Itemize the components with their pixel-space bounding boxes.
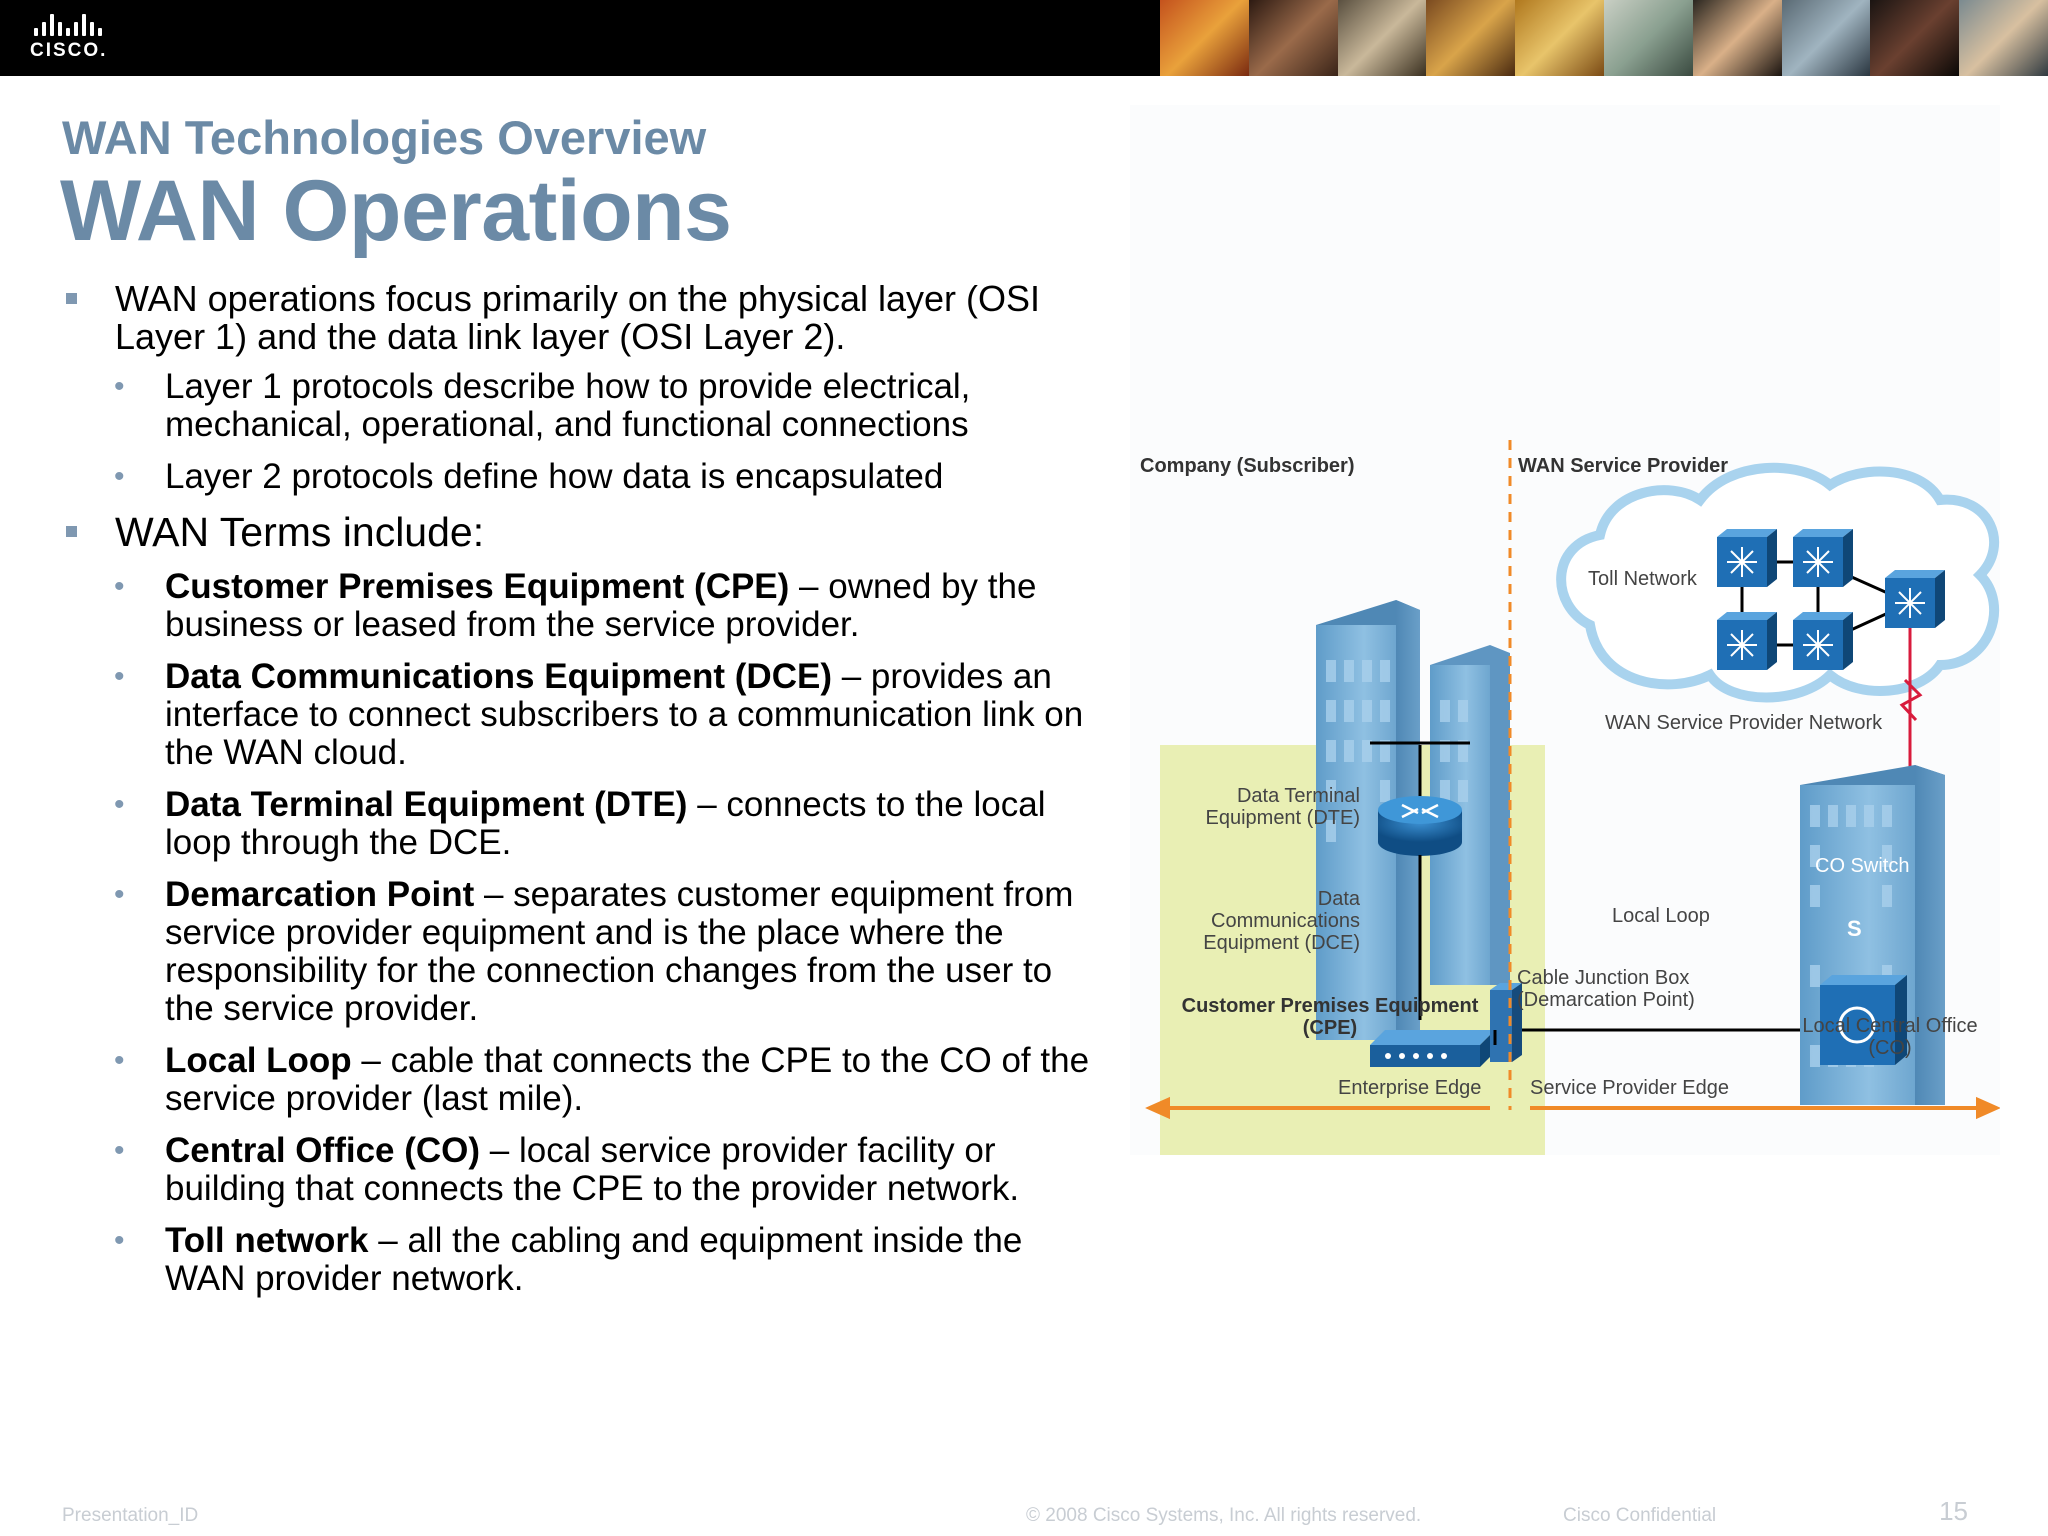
local-loop-label: Local Loop [1612, 905, 1710, 927]
cpe-label-line2: (CPE) [1302, 1017, 1358, 1039]
dte-label [1190, 785, 1360, 829]
co-label-line1: Local Central Office [1802, 1015, 1978, 1037]
dce-label [1170, 888, 1360, 954]
sub-bullet-layer2 [60, 458, 1110, 496]
slide-content [60, 280, 1110, 1312]
company-subscriber-label: Company (Subscriber) [1140, 455, 1355, 477]
term-toll-network [60, 1222, 1110, 1298]
term-description: – local service provider facility or building that connects the CPE to the provider network. [165, 1131, 1020, 1208]
term-name: Data Terminal Equipment (DTE) [165, 785, 688, 824]
dte-label-line2: Equipment (DTE) [1205, 807, 1360, 829]
cable-box-line1: Cable Junction Box [1517, 967, 1690, 989]
wan-service-provider-label: WAN Service Provider [1518, 455, 1729, 477]
term-name: Toll network [165, 1221, 369, 1260]
footer-presentation-id: Presentation_ID [62, 1505, 199, 1526]
term-description: – provides an interface to connect subscribers to a communication link on the WAN cloud. [165, 657, 1084, 772]
top-banner [0, 0, 2048, 76]
dce-label-line2: Communications [1211, 910, 1360, 932]
term-central-office [60, 1132, 1110, 1208]
cable-junction-box-label [1517, 967, 1695, 1011]
page-number: 15 [1939, 1496, 1968, 1526]
co-switch-symbol: S [1847, 916, 1862, 941]
dot-bullet-icon: • [114, 1224, 125, 1257]
slide-subtitle: WAN Technologies Overview [62, 111, 707, 164]
router-icon [1378, 796, 1462, 856]
dot-bullet-icon: • [114, 878, 125, 911]
cisco-logo-text: CISCO. [30, 40, 108, 61]
term-local-loop [60, 1042, 1110, 1118]
co-label-line2: (CO) [1868, 1037, 1912, 1059]
sub-bullet-text: Layer 1 protocols describe how to provide electrical, mechanical, operational, and functional connections [165, 367, 971, 444]
dot-bullet-icon: • [114, 570, 125, 603]
banner-photo-strip [1160, 0, 2048, 76]
bullet-wan-operations [60, 280, 1110, 356]
dot-bullet-icon: • [114, 370, 125, 403]
toll-network-label: Toll Network [1588, 568, 1697, 590]
term-dte [60, 786, 1110, 862]
square-bullet-icon [66, 526, 77, 537]
cisco-logo [30, 14, 120, 64]
co-switch-label: CO Switch [1815, 855, 1910, 877]
sub-bullet-layer1 [60, 368, 1110, 444]
term-description: – all the cabling and equipment inside the WAN provider network. [165, 1221, 1023, 1298]
wan-diagram [1130, 105, 2000, 1155]
footer-confidential: Cisco Confidential [1563, 1505, 1717, 1526]
term-cpe [60, 568, 1110, 644]
term-description: – cable that connects the CPE to the CO of the service provider (last mile). [165, 1041, 1090, 1118]
dot-bullet-icon: • [114, 1134, 125, 1167]
square-bullet-icon [66, 293, 77, 304]
term-name: Customer Premises Equipment (CPE) [165, 567, 790, 606]
cpe-label [1170, 995, 1490, 1039]
term-name: Central Office (CO) [165, 1131, 481, 1170]
term-name: Local Loop [165, 1041, 352, 1080]
dot-bullet-icon: • [114, 788, 125, 821]
term-dce [60, 658, 1110, 772]
enterprise-edge-label: Enterprise Edge [1338, 1077, 1482, 1099]
local-central-office-label [1790, 1015, 1990, 1059]
bullet-text: WAN Terms include: [115, 509, 485, 555]
term-name: Demarcation Point [165, 875, 475, 914]
bullet-wan-terms [60, 510, 1110, 554]
dot-bullet-icon: • [114, 1044, 125, 1077]
dot-bullet-icon: • [114, 660, 125, 693]
slide-title: WAN Operations [60, 163, 732, 259]
dce-label-line3: Equipment (DCE) [1203, 932, 1360, 954]
term-name: Data Communications Equipment (DCE) [165, 657, 832, 696]
wan-provider-network-label: WAN Service Provider Network [1605, 712, 1883, 734]
dce-label-line1: Data [1317, 888, 1360, 910]
term-description: – owned by the business or leased from the service provider. [165, 567, 1037, 644]
term-description: – separates customer equipment from service provider equipment and is the place where the responsibility for the connection changes from the user to the service provider. [165, 875, 1074, 1028]
cable-box-line2: (Demarcation Point) [1517, 989, 1695, 1011]
term-description: – connects to the local loop through the DCE. [165, 785, 1046, 862]
dot-bullet-icon: • [114, 460, 125, 493]
cpe-label-line1: Customer Premises Equipment [1181, 995, 1479, 1017]
service-provider-edge-label: Service Provider Edge [1530, 1077, 1729, 1099]
dte-label-line1: Data Terminal [1236, 785, 1360, 807]
footer-copyright: © 2008 Cisco Systems, Inc. All rights reserved. [1026, 1505, 1422, 1526]
term-demarcation-point [60, 876, 1110, 1028]
sub-bullet-text: Layer 2 protocols define how data is encapsulated [165, 457, 944, 496]
cisco-logo-bars-icon [34, 14, 120, 36]
bullet-text: WAN operations focus primarily on the physical layer (OSI Layer 1) and the data link layer (OSI Layer 2). [115, 278, 1041, 357]
